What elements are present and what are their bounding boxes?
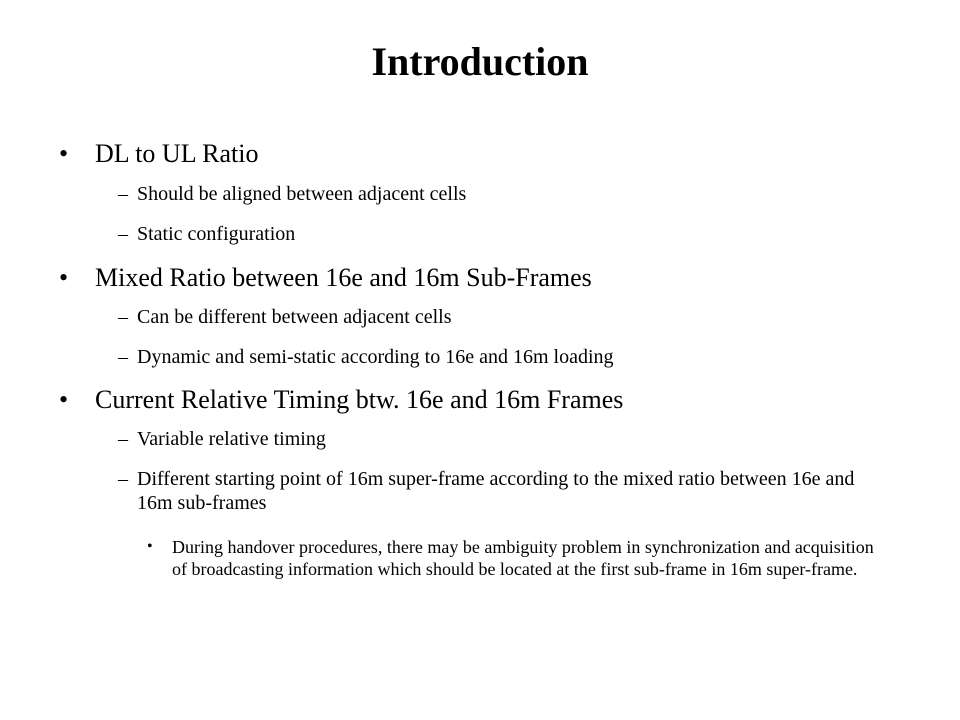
dash-marker: –: [118, 223, 128, 245]
sub-bullet-text: Dynamic and semi-static according to 16e and 16m loading: [137, 346, 614, 368]
bullet-marker: •: [59, 385, 69, 414]
bullet-mixed-ratio: [59, 262, 592, 294]
sub-bullet: [118, 345, 614, 369]
bullet-marker: •: [147, 538, 153, 555]
bullet-dl-ul-ratio: [59, 138, 259, 170]
bullet-text: Mixed Ratio between 16e and 16m Sub-Frames: [95, 263, 592, 292]
bullet-marker: •: [59, 263, 69, 292]
bullet-text: DL to UL Ratio: [95, 139, 259, 168]
dash-marker: –: [118, 428, 128, 450]
bullet-relative-timing: [59, 384, 624, 416]
slide-title: Introduction: [371, 39, 589, 84]
dash-marker: –: [118, 346, 128, 368]
sub-sub-bullet-text: During handover procedures, there may be ambiguity problem in synchronization and acquisition of broadcasting information which should be located at the first sub-frame in 16m super-frame.: [172, 537, 874, 579]
sub-bullet-text: Different starting point of 16m super-frame according to the mixed ratio between 16e and 16m sub-frames: [137, 468, 855, 514]
sub-bullet: [118, 222, 296, 246]
sub-bullet-text: Static configuration: [137, 223, 296, 245]
sub-sub-bullet: [147, 536, 892, 580]
dash-marker: –: [118, 183, 128, 205]
dash-marker: –: [118, 306, 128, 328]
sub-bullet: [118, 427, 326, 451]
sub-bullet: [118, 305, 452, 329]
bullet-marker: •: [59, 139, 69, 168]
sub-bullet-text: Variable relative timing: [137, 428, 326, 450]
sub-bullet: [118, 182, 467, 206]
sub-bullet: [118, 467, 867, 515]
sub-bullet-text: Should be aligned between adjacent cells: [137, 183, 467, 205]
dash-marker: –: [118, 468, 128, 490]
bullet-text: Current Relative Timing btw. 16e and 16m Frames: [95, 385, 624, 414]
sub-bullet-text: Can be different between adjacent cells: [137, 306, 452, 328]
